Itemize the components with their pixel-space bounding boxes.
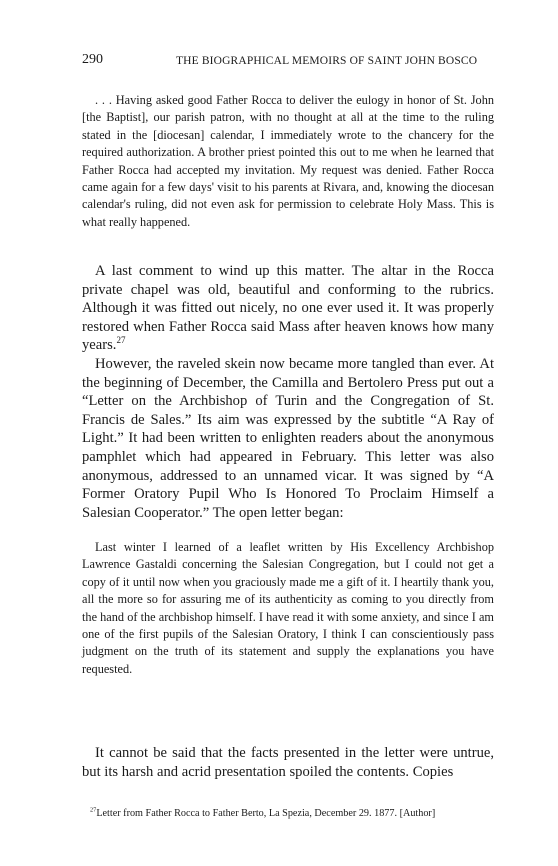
block-quote-open-letter	[82, 539, 494, 678]
quote-paragraph: . . . Having asked good Father Rocca to deliver the eulogy in honor of St. John [the Baptist], our parish patron, with no thought at all at the time to the ruling stated in the [diocesan] calendar, I immediately wrote to the chancery for the required authorization. A brother priest pointed this out to me when he learned that Father Rocca had accepted my invitation. My request was denied. Father Rocca came again for a few days' visit to his parents at Rivara, and, knowing the diocesan calendar's ruling, did not even ask for permission to celebrate Holy Mass. This is what really happened.	[82, 93, 494, 229]
footnote-number: 27	[90, 806, 97, 814]
body-paragraph-letter: However, the raveled skein now became more tangled than ever. At the beginning of December, the Camilla and Bertolero Press put out a “Letter on the Archbishop of Turin and the Congregation of St. Francis de Sales.” Its aim was expressed by the subtitle “A Ray of Light.” It had been written to enlighten readers about the anonymous pamphlet which had appeared in February. This letter was also anonymous, addressed to an unnamed vicar. It was signed by “A Former Oratory Pupil Who Is Honored To Proclaim Himself a Salesian Cooperator.” The open letter began:	[82, 355, 494, 521]
block-quote-rocca-letter	[82, 92, 494, 231]
body-paragraph-facts: It cannot be said that the facts presented in the letter were untrue, but its harsh and acrid presentation spoiled the contents. Copies	[82, 745, 494, 780]
quote-paragraph: Last winter I learned of a leaflet written by His Excellency Archbishop Lawrence Gastaldi concerning the Salesian Congregation, but I could not get a copy of it until now when you graciously made me a gift of it. I heartily thank you, all the more so for assuring me of its authenticity as coming to you directly from the hand of the archbishop himself. I have read it with some anxiety, and since I am one of the first pupils of the Salesian Oratory, I think I can conscientiously pass judgment on the truth of its statement and supply the explanations you have requested.	[82, 540, 494, 676]
body-text-section	[82, 262, 494, 522]
page-number: 290	[82, 52, 103, 67]
body-text-section-continued	[82, 744, 494, 781]
footnote-text: Letter from Father Rocca to Father Berto, La Spezia, December 29. 1877. [Author]	[96, 808, 436, 819]
body-paragraph-altar-text: A last comment to wind up this matter. The altar in the Rocca private chapel was old, beautiful and conforming to the rubrics. Although it was fitted out nicely, no one ever used it. It was properly restored when Father Rocca said Mass after heaven knows how many years.	[82, 263, 494, 354]
footnote-reference: 27	[116, 335, 126, 346]
body-paragraph-altar	[82, 262, 494, 355]
footnote	[90, 807, 494, 820]
running-head	[82, 52, 492, 68]
running-title: THE BIOGRAPHICAL MEMOIRS OF SAINT JOHN BOSCO	[176, 55, 478, 67]
